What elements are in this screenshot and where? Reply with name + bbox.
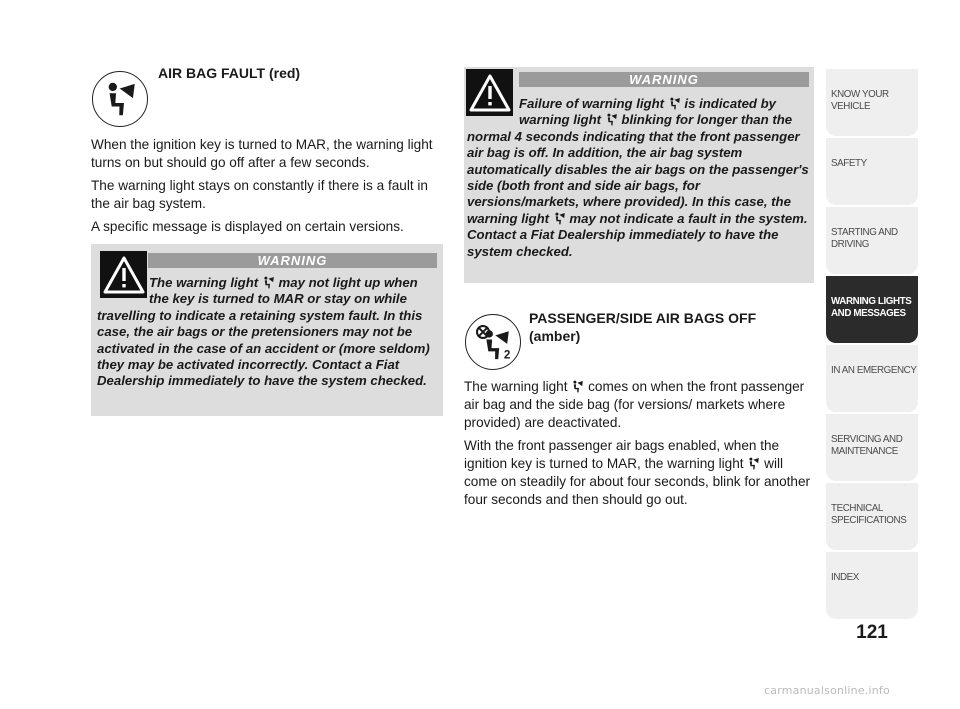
paragraph-text: The warning light <box>464 379 568 394</box>
warning-text-part: is indicated by warning light <box>519 96 777 128</box>
paragraph-text: comes on when the front passenger air bag and the side bag (for versions/ markets where provided) are deactivated. <box>464 379 805 430</box>
paragraph: A specific message is displayed on certain versions. <box>91 219 404 234</box>
tab-safety[interactable]: SAFETY <box>826 138 918 205</box>
tab-technical-specifications[interactable]: TECHNICAL SPECIFICATIONS <box>826 483 918 550</box>
paragraph: The warning light stays on constantly if there is a fault in the air bag system. <box>91 178 428 211</box>
tab-know-your-vehicle[interactable]: KNOW YOUR VEHICLE <box>826 69 918 136</box>
passenger-airbag-off-icon <box>605 113 618 126</box>
passenger-airbags-off-title: PASSENGER/SIDE AIR BAGS OFF (amber) <box>529 310 757 344</box>
air-bag-fault-title: AIR BAG FAULT (red) <box>158 65 301 81</box>
passenger-airbag-off-icon <box>747 457 760 470</box>
tab-warning-lights-and-messages[interactable]: WARNING LIGHTS AND MESSAGES <box>826 276 918 343</box>
tab-index[interactable]: INDEX <box>826 552 918 619</box>
warning-text <box>467 96 810 260</box>
warning-header: WARNING <box>519 72 809 87</box>
warning-box-right <box>464 67 814 283</box>
airbag-warning-icon <box>553 212 566 225</box>
left-body <box>91 136 443 236</box>
warning-header: WARNING <box>148 253 437 268</box>
right-body <box>464 378 816 509</box>
tab-servicing-and-maintenance[interactable]: SERVICING AND MAINTENANCE <box>826 414 918 481</box>
warning-text-part: may not indicate a fault in the system. Contact a Fiat Dealership immediately to have the system checked. <box>467 210 808 259</box>
airbag-warning-icon <box>92 71 148 127</box>
warning-box-left <box>91 244 443 416</box>
paragraph-text: With the front passenger air bags enabled, when the ignition key is turned to MAR, the warning light <box>464 438 780 471</box>
tab-in-an-emergency[interactable]: IN AN EMERGENCY <box>826 345 918 412</box>
paragraph <box>464 437 816 509</box>
svg-text:2: 2 <box>503 348 511 362</box>
passenger-airbag-off-icon <box>465 314 521 370</box>
paragraph: When the ignition key is turned to MAR, the warning light turns on but should go off after a few seconds. <box>91 137 433 170</box>
tab-starting-and-driving[interactable]: STARTING AND DRIVING <box>826 207 918 274</box>
paragraph <box>464 378 816 432</box>
airbag-warning-icon <box>668 97 681 110</box>
page-number: 121 <box>856 622 888 643</box>
warning-text-part: Failure of warning light <box>519 96 665 111</box>
passenger-airbag-off-icon <box>571 380 584 393</box>
footer-watermark: carmanualsonline.info <box>764 684 890 697</box>
warning-text <box>97 275 435 390</box>
warning-text-rest: may not light up when the key is turned to MAR or stay on while travelling to indicate a retaining system fault. In this case, the air bags or the pretensioners may not be activated in the case of an accident or (more seldom) they may be activated incorrectly. Contact a Fiat Dealership immediately to have the system checked. <box>97 275 430 389</box>
warning-text-part: blinking for longer than the normal 4 seconds indicating that the front passenger air bag is off. In addition, the air bag system automatically disables the air bags on the passenger's side (both front and side air bags, for versions/markets, where provided). In this case, the warning light <box>467 112 809 226</box>
paragraph-text: will come on steadily for about four seconds, blink for another four seconds and then should go out. <box>464 456 811 507</box>
airbag-warning-icon <box>262 276 275 289</box>
warning-text-start: The warning light <box>149 275 259 290</box>
